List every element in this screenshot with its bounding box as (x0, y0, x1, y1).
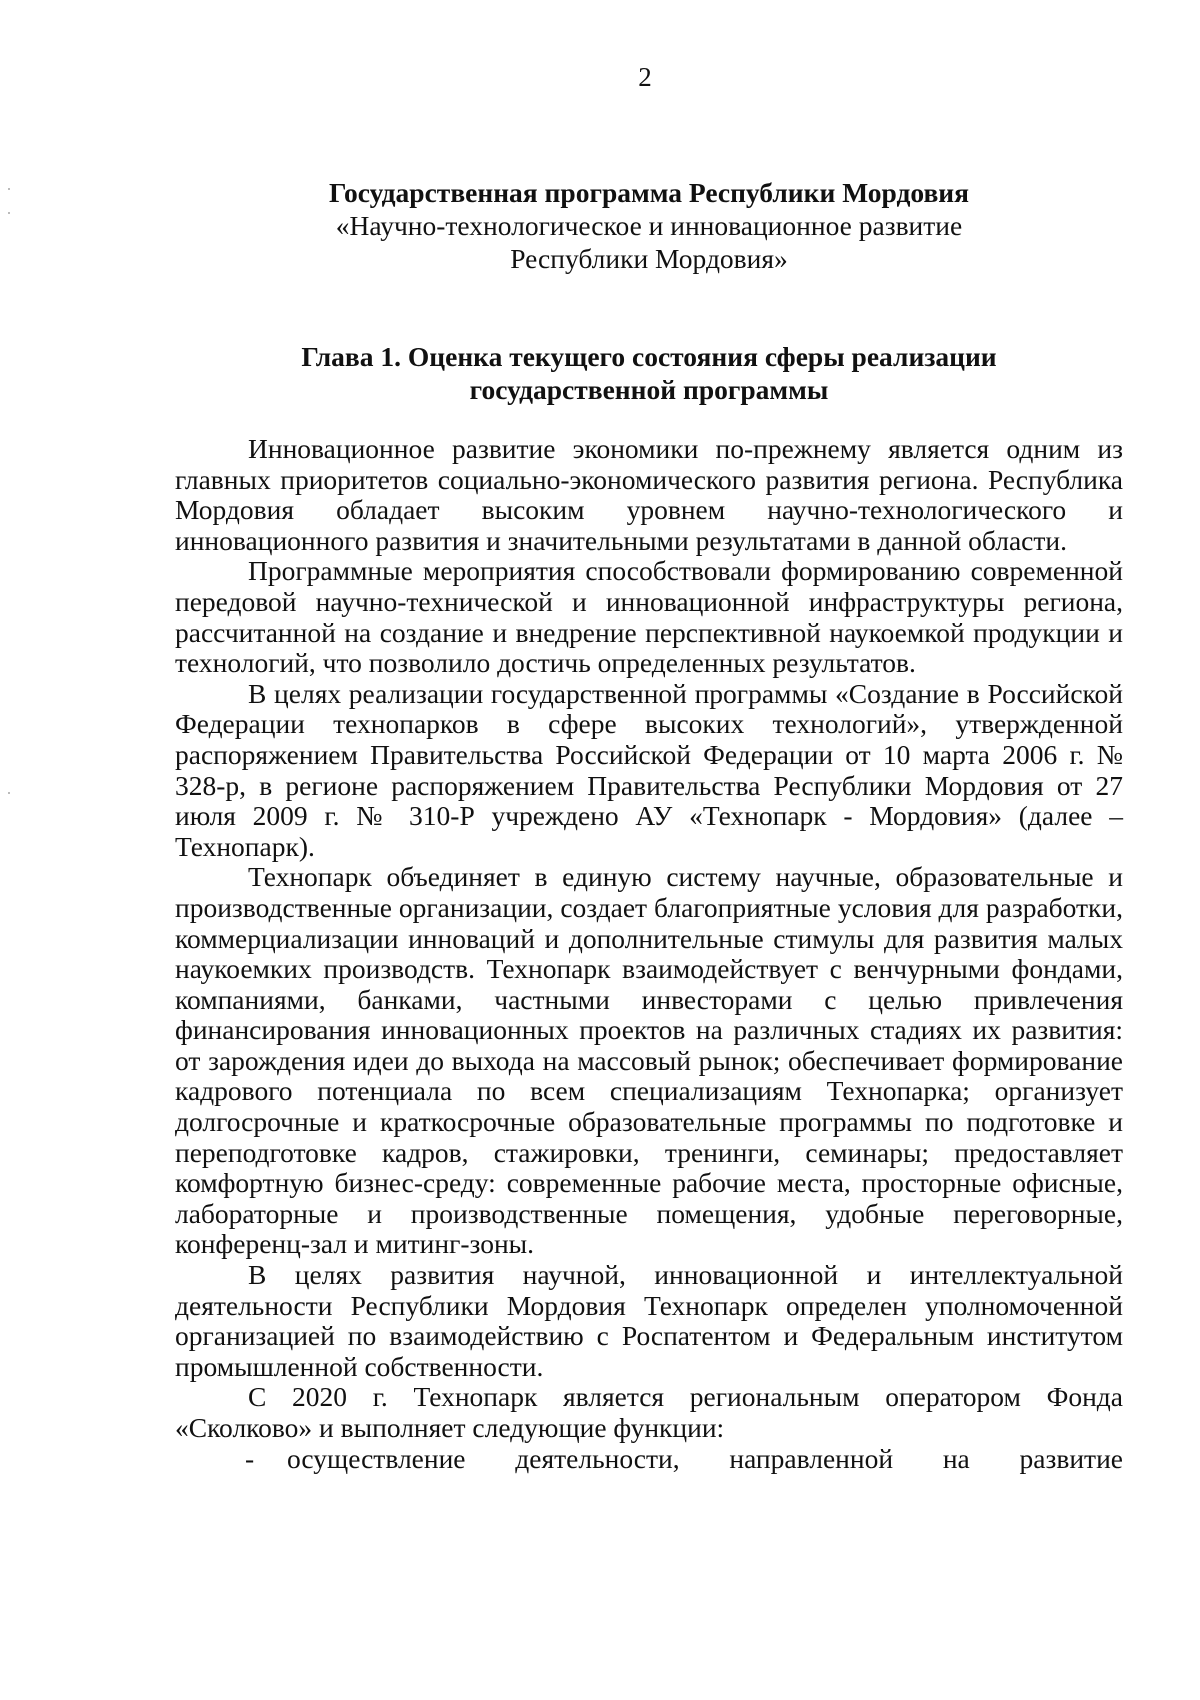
title-line-2: «Научно-технологическое и инновационное развитие (335, 210, 963, 241)
chapter-heading-line-1: Глава 1. Оценка текущего состояния сферы реализации (301, 341, 997, 372)
paragraph: В целях развития научной, инновационной и интеллектуальной деятельности Республики Мордовия Технопарк определен уполномоченной организацией по взаимодействию с Роспатентом и Федеральным институтом промышленной собственности. (175, 1259, 1123, 1382)
paragraph: С 2020 г. Технопарк является региональным оператором Фонда «Сколково» и выполняет следующие функции: (175, 1381, 1123, 1443)
list-item-text: осуществление деятельности, направленной на развитие (287, 1442, 1123, 1474)
paragraph: В целях реализации государственной программы «Создание в Российской Федерации технопарков в сфере высоких технологий», утвержденной распоряжением Правительства Российской Федерации от 10 марта 2006 г. № 328-р, в регионе распоряжением Правительства Республики Мордовия от 27 июля 2009 г. № 310-Р учреждено АУ «Технопарк - Мордовия» (далее – Технопарк). (175, 677, 1123, 862)
list-item (175, 1444, 1123, 1475)
title-line-1: Государственная программа Республики Мордовия (328, 177, 970, 208)
scan-edge-mark (8, 792, 10, 794)
scan-edge-mark (8, 188, 10, 190)
chapter-heading-line-2: государственной программы (469, 374, 829, 405)
page-number: 2 (638, 62, 652, 92)
paragraph: Программные мероприятия способствовали формированию современной передовой научно-технической и инновационной инфраструктуры региона, рассчитанной на создание и внедрение перспективной наукоемкой продукции и технологий, что позволило достичь определенных результатов. (175, 555, 1123, 679)
list-item-marker: - (245, 1442, 255, 1474)
paragraph: Инновационное развитие экономики по-прежнему является одним из главных приоритетов социально-экономического развития региона. Республика Мордовия обладает высоким уровнем научно-технологического и инновационного развития и значительными результатами в данной области. (175, 433, 1123, 556)
chapter-heading (175, 340, 1123, 406)
scan-edge-mark (8, 212, 10, 214)
body-text (175, 434, 1123, 1474)
title-line-3: Республики Мордовия» (510, 243, 788, 274)
document-title (175, 176, 1123, 275)
paragraph: Технопарк объединяет в единую систему научные, образовательные и производственные организации, создает благоприятные условия для разработки, коммерциализации инноваций и дополнительные стимулы для развития малых наукоемких производств. Технопарк взаимодействует с венчурными фондами, компаниями, банками, частными инвесторами с целью привлечения финансирования инновационных проектов на различных стадиях их развития: от зарождения идеи до выхода на массовый рынок; обеспечивает формирование кадрового потенциала по всем специализациям Технопарка; организует долгосрочные и краткосрочные образовательные программы по подготовке и переподготовке кадров, стажировки, тренинги, семинары; предоставляет комфортную бизнес-среду: современные рабочие места, просторные офисные, лабораторные и производственные помещения, удобные переговорные, конференц-зал и митинг-зоны. (175, 861, 1123, 1260)
